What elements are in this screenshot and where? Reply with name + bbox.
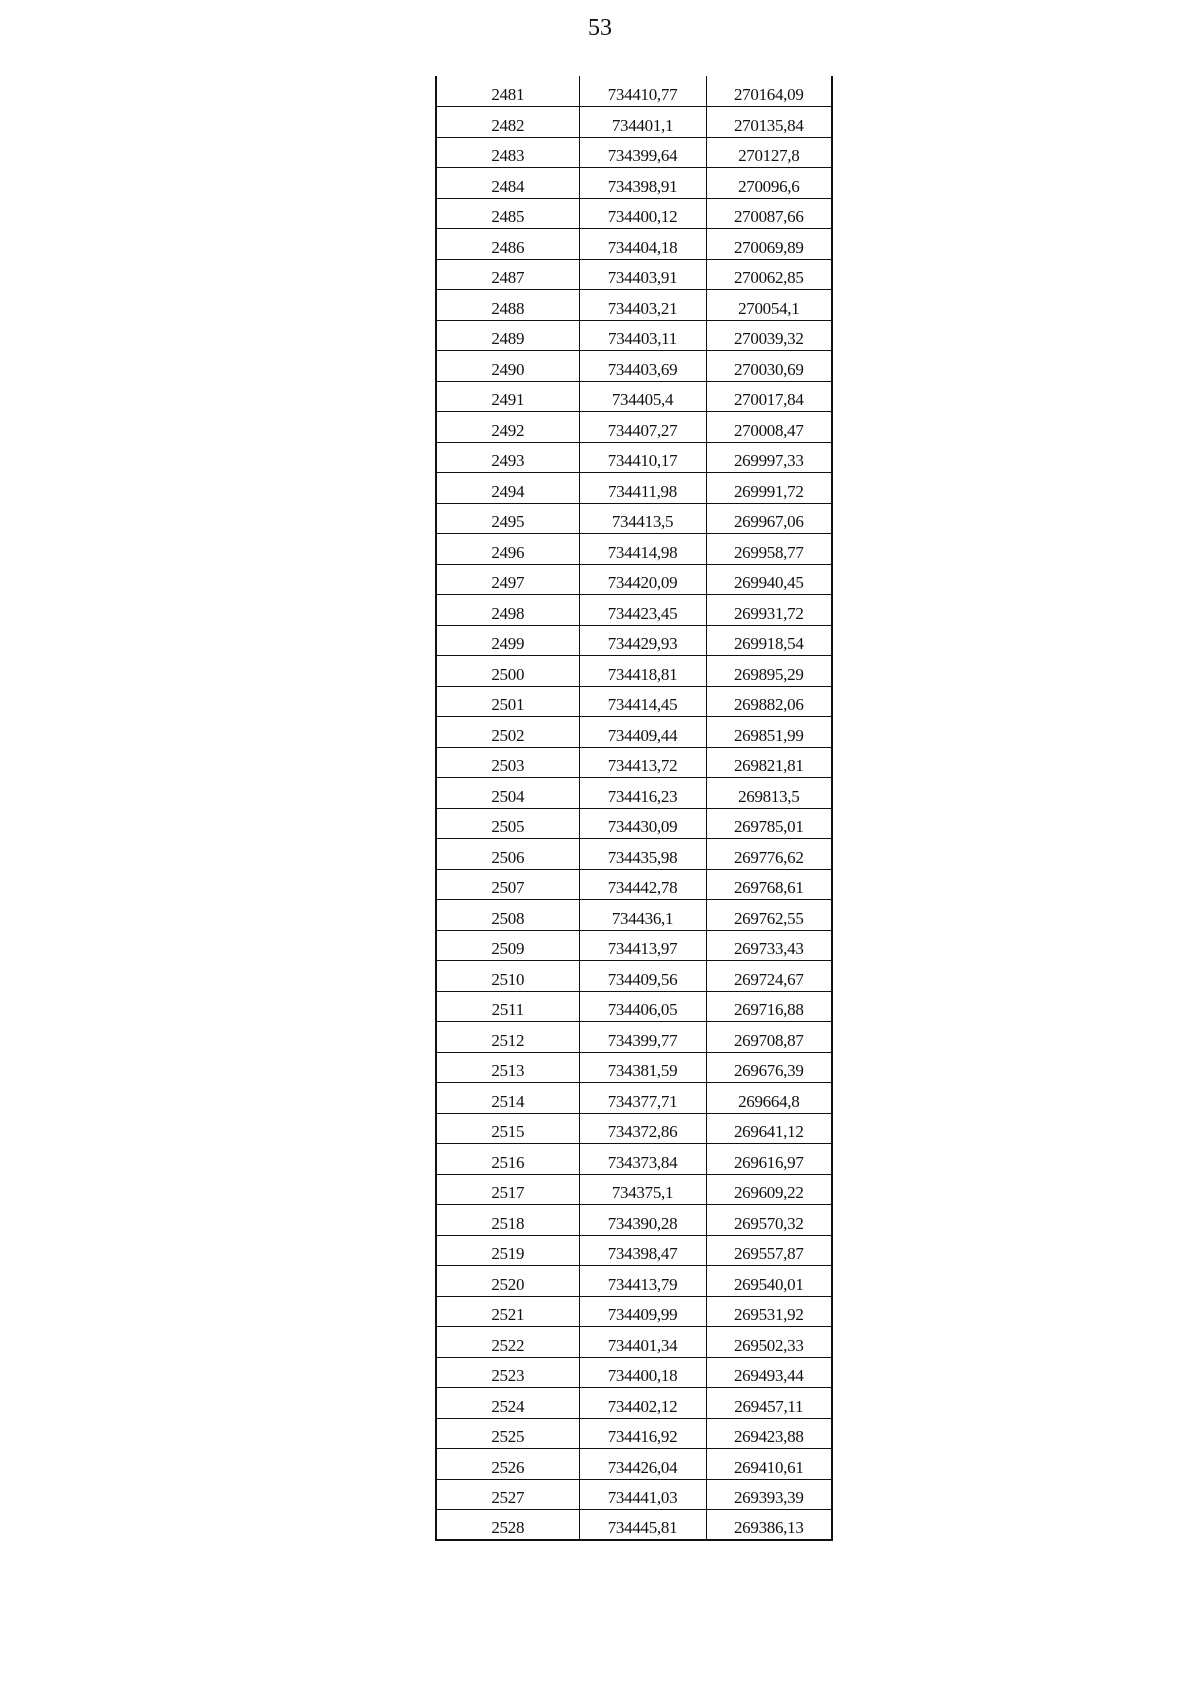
point-number-cell: 2482: [436, 107, 579, 138]
point-number-cell: 2504: [436, 778, 579, 809]
x-coordinate-cell: 734404,18: [579, 229, 706, 260]
table-row: [436, 503, 832, 534]
x-coordinate-cell: 734409,99: [579, 1296, 706, 1327]
point-number-cell: 2492: [436, 412, 579, 443]
y-coordinate-cell: 269664,8: [706, 1083, 832, 1114]
x-coordinate-cell: 734414,98: [579, 534, 706, 565]
y-coordinate-cell: 269882,06: [706, 686, 832, 717]
table-row: [436, 1022, 832, 1053]
x-coordinate-cell: 734416,92: [579, 1418, 706, 1449]
x-coordinate-cell: 734398,47: [579, 1235, 706, 1266]
table-row: [436, 412, 832, 443]
table-row: [436, 656, 832, 687]
table-row: [436, 1235, 832, 1266]
y-coordinate-cell: 270164,09: [706, 76, 832, 107]
y-coordinate-cell: 269716,88: [706, 991, 832, 1022]
point-number-cell: 2526: [436, 1449, 579, 1480]
point-number-cell: 2510: [436, 961, 579, 992]
point-number-cell: 2515: [436, 1113, 579, 1144]
x-coordinate-cell: 734400,18: [579, 1357, 706, 1388]
x-coordinate-cell: 734410,17: [579, 442, 706, 473]
y-coordinate-cell: 270087,66: [706, 198, 832, 229]
table-row: [436, 381, 832, 412]
point-number-cell: 2488: [436, 290, 579, 321]
table-row: [436, 808, 832, 839]
y-coordinate-cell: 269991,72: [706, 473, 832, 504]
point-number-cell: 2499: [436, 625, 579, 656]
table-row: [436, 869, 832, 900]
x-coordinate-cell: 734406,05: [579, 991, 706, 1022]
x-coordinate-cell: 734403,91: [579, 259, 706, 290]
x-coordinate-cell: 734405,4: [579, 381, 706, 412]
table-row: [436, 1174, 832, 1205]
table-row: [436, 1205, 832, 1236]
y-coordinate-cell: 269410,61: [706, 1449, 832, 1480]
point-number-cell: 2528: [436, 1510, 579, 1541]
table-row: [436, 442, 832, 473]
table-row: [436, 564, 832, 595]
table-row: [436, 473, 832, 504]
table-row: [436, 229, 832, 260]
x-coordinate-cell: 734423,45: [579, 595, 706, 626]
x-coordinate-cell: 734416,23: [579, 778, 706, 809]
x-coordinate-cell: 734411,98: [579, 473, 706, 504]
table-row: [436, 1113, 832, 1144]
y-coordinate-cell: 269708,87: [706, 1022, 832, 1053]
point-number-cell: 2485: [436, 198, 579, 229]
y-coordinate-cell: 269918,54: [706, 625, 832, 656]
table-row: [436, 1388, 832, 1419]
point-number-cell: 2493: [436, 442, 579, 473]
table-row: [436, 1083, 832, 1114]
table-row: [436, 1479, 832, 1510]
point-number-cell: 2508: [436, 900, 579, 931]
x-coordinate-cell: 734426,04: [579, 1449, 706, 1480]
table-row: [436, 900, 832, 931]
table-row: [436, 717, 832, 748]
x-coordinate-cell: 734445,81: [579, 1510, 706, 1541]
point-number-cell: 2527: [436, 1479, 579, 1510]
point-number-cell: 2525: [436, 1418, 579, 1449]
x-coordinate-cell: 734373,84: [579, 1144, 706, 1175]
point-number-cell: 2503: [436, 747, 579, 778]
y-coordinate-cell: 269676,39: [706, 1052, 832, 1083]
point-number-cell: 2502: [436, 717, 579, 748]
y-coordinate-cell: 269931,72: [706, 595, 832, 626]
table-row: [436, 351, 832, 382]
x-coordinate-cell: 734413,79: [579, 1266, 706, 1297]
x-coordinate-cell: 734413,5: [579, 503, 706, 534]
x-coordinate-cell: 734401,34: [579, 1327, 706, 1358]
y-coordinate-cell: 269813,5: [706, 778, 832, 809]
x-coordinate-cell: 734407,27: [579, 412, 706, 443]
point-number-cell: 2509: [436, 930, 579, 961]
table-row: [436, 1357, 832, 1388]
point-number-cell: 2483: [436, 137, 579, 168]
y-coordinate-cell: 269967,06: [706, 503, 832, 534]
table-row: [436, 839, 832, 870]
table-row: [436, 991, 832, 1022]
y-coordinate-cell: 269940,45: [706, 564, 832, 595]
x-coordinate-cell: 734436,1: [579, 900, 706, 931]
point-number-cell: 2498: [436, 595, 579, 626]
point-number-cell: 2524: [436, 1388, 579, 1419]
x-coordinate-cell: 734401,1: [579, 107, 706, 138]
y-coordinate-cell: 269457,11: [706, 1388, 832, 1419]
table-row: [436, 1144, 832, 1175]
x-coordinate-cell: 734414,45: [579, 686, 706, 717]
x-coordinate-cell: 734372,86: [579, 1113, 706, 1144]
x-coordinate-cell: 734402,12: [579, 1388, 706, 1419]
y-coordinate-cell: 269616,97: [706, 1144, 832, 1175]
table-row: [436, 76, 832, 107]
y-coordinate-cell: 270096,6: [706, 168, 832, 199]
point-number-cell: 2495: [436, 503, 579, 534]
page-number: 53: [588, 15, 612, 41]
y-coordinate-cell: 269724,67: [706, 961, 832, 992]
y-coordinate-cell: 270054,1: [706, 290, 832, 321]
y-coordinate-cell: 269531,92: [706, 1296, 832, 1327]
point-number-cell: 2486: [436, 229, 579, 260]
y-coordinate-cell: 270030,69: [706, 351, 832, 382]
table-row: [436, 168, 832, 199]
table-row: [436, 1510, 832, 1541]
x-coordinate-cell: 734403,69: [579, 351, 706, 382]
x-coordinate-cell: 734413,72: [579, 747, 706, 778]
point-number-cell: 2507: [436, 869, 579, 900]
x-coordinate-cell: 734377,71: [579, 1083, 706, 1114]
x-coordinate-cell: 734435,98: [579, 839, 706, 870]
x-coordinate-cell: 734375,1: [579, 1174, 706, 1205]
point-number-cell: 2500: [436, 656, 579, 687]
y-coordinate-cell: 269762,55: [706, 900, 832, 931]
table-row: [436, 961, 832, 992]
coordinates-table: [435, 76, 833, 1541]
y-coordinate-cell: 269386,13: [733, 1518, 804, 1537]
x-coordinate-cell: 734403,11: [579, 320, 706, 351]
point-number-cell: 2489: [436, 320, 579, 351]
table-row: [436, 1296, 832, 1327]
point-number-cell: 2518: [436, 1205, 579, 1236]
y-coordinate-cell: 270069,89: [706, 229, 832, 260]
y-coordinate-cell: 270039,32: [706, 320, 832, 351]
x-coordinate-cell: 734413,97: [579, 930, 706, 961]
y-coordinate-cell: 269540,01: [706, 1266, 832, 1297]
point-number-cell: 2516: [436, 1144, 579, 1175]
x-coordinate-cell: 734399,64: [579, 137, 706, 168]
point-number-cell: 2481: [436, 76, 579, 107]
x-coordinate-cell: 734409,56: [579, 961, 706, 992]
y-coordinate-cell: 269733,43: [706, 930, 832, 961]
y-coordinate-cell: 269821,81: [706, 747, 832, 778]
x-coordinate-cell: 734441,03: [579, 1479, 706, 1510]
table-row: [436, 595, 832, 626]
y-coordinate-cell: 269609,22: [706, 1174, 832, 1205]
point-number-cell: 2496: [436, 534, 579, 565]
table-row: [436, 1266, 832, 1297]
point-number-cell: 2511: [436, 991, 579, 1022]
x-coordinate-cell: 734400,12: [579, 198, 706, 229]
point-number-cell: 2520: [436, 1266, 579, 1297]
y-coordinate-cell: 270017,84: [706, 381, 832, 412]
table-row: [436, 534, 832, 565]
y-coordinate-cell: 270008,47: [706, 412, 832, 443]
table-row: [436, 686, 832, 717]
y-coordinate-cell: 269502,33: [706, 1327, 832, 1358]
y-coordinate-cell: 269393,39: [706, 1479, 832, 1510]
y-coordinate-cell: 269785,01: [706, 808, 832, 839]
y-coordinate-cell: 269958,77: [706, 534, 832, 565]
point-number-cell: 2521: [436, 1296, 579, 1327]
x-coordinate-cell: 734381,59: [579, 1052, 706, 1083]
y-coordinate-cell: 269423,88: [706, 1418, 832, 1449]
x-coordinate-cell: 734399,77: [579, 1022, 706, 1053]
y-coordinate-cell: 269768,61: [706, 869, 832, 900]
table-row: [436, 625, 832, 656]
point-number-cell: 2490: [436, 351, 579, 382]
x-coordinate-cell: 734418,81: [579, 656, 706, 687]
y-coordinate-cell: 269997,33: [706, 442, 832, 473]
table-row: [436, 198, 832, 229]
table-row: [436, 107, 832, 138]
y-coordinate-cell: 269493,44: [706, 1357, 832, 1388]
y-coordinate-cell: 269641,12: [706, 1113, 832, 1144]
table-row: [436, 259, 832, 290]
x-coordinate-cell: 734409,44: [579, 717, 706, 748]
table-row: [436, 1052, 832, 1083]
point-number-cell: 2487: [436, 259, 579, 290]
y-coordinate-cell: 269895,29: [706, 656, 832, 687]
table-row: [436, 290, 832, 321]
x-coordinate-cell: 734390,28: [579, 1205, 706, 1236]
x-coordinate-cell: 734403,21: [579, 290, 706, 321]
table-row: [436, 137, 832, 168]
y-coordinate-cell: 269851,99: [706, 717, 832, 748]
x-coordinate-cell: 734429,93: [579, 625, 706, 656]
x-coordinate-cell: 734430,09: [579, 808, 706, 839]
point-number-cell: 2484: [436, 168, 579, 199]
table-row: [436, 1449, 832, 1480]
point-number-cell: 2501: [436, 686, 579, 717]
y-coordinate-cell: 269557,87: [706, 1235, 832, 1266]
table-row: [436, 778, 832, 809]
y-coordinate-cell: 269570,32: [706, 1205, 832, 1236]
point-number-cell: 2513: [436, 1052, 579, 1083]
point-number-cell: 2523: [436, 1357, 579, 1388]
x-coordinate-cell: 734410,77: [579, 76, 706, 107]
x-coordinate-cell: 734442,78: [579, 869, 706, 900]
point-number-cell: 2512: [436, 1022, 579, 1053]
table-row: [436, 1418, 832, 1449]
table-row: [436, 930, 832, 961]
point-number-cell: 2505: [436, 808, 579, 839]
point-number-cell: 2517: [436, 1174, 579, 1205]
point-number-cell: 2522: [436, 1327, 579, 1358]
table-row: [436, 320, 832, 351]
x-coordinate-cell: 734420,09: [579, 564, 706, 595]
point-number-cell: 2494: [436, 473, 579, 504]
table-row: [436, 747, 832, 778]
point-number-cell: 2506: [436, 839, 579, 870]
y-coordinate-cell: 270127,8: [706, 137, 832, 168]
x-coordinate-cell: 734398,91: [579, 168, 706, 199]
y-coordinate-cell: 270135,84: [706, 107, 832, 138]
table-row: [436, 1327, 832, 1358]
coordinates-table-body: [436, 76, 832, 1540]
y-coordinate-cell: 270062,85: [706, 259, 832, 290]
point-number-cell: 2491: [436, 381, 579, 412]
point-number-cell: 2514: [436, 1083, 579, 1114]
y-coordinate-cell: 269776,62: [706, 839, 832, 870]
point-number-cell: 2519: [436, 1235, 579, 1266]
point-number-cell: 2497: [436, 564, 579, 595]
